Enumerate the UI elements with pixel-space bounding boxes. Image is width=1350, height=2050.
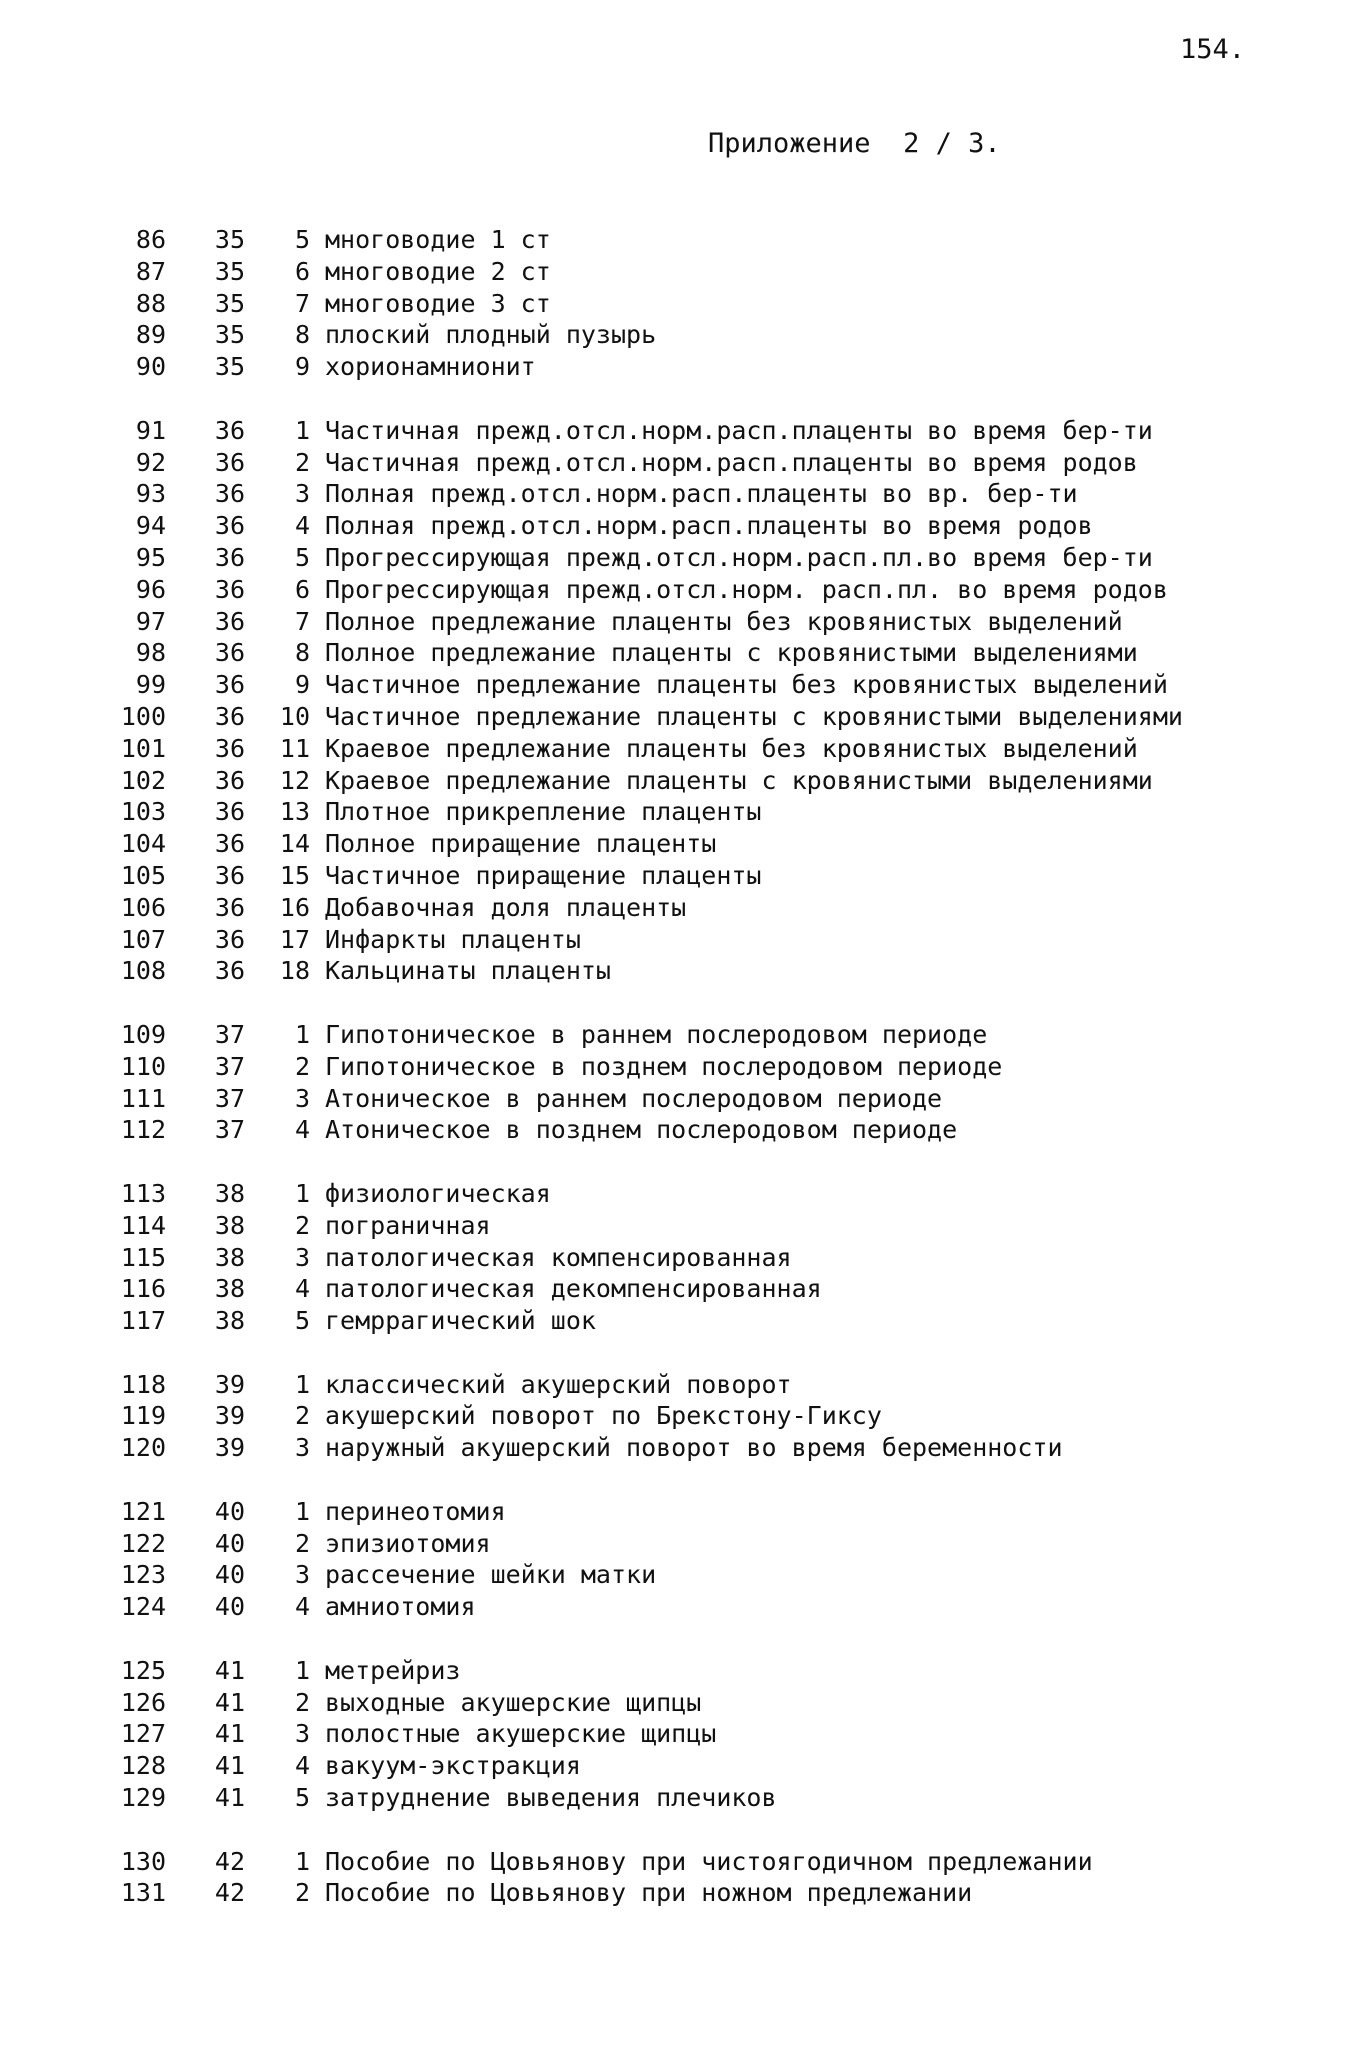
table-row [0, 1782, 1350, 1814]
item-index: 5 [294, 1306, 310, 1336]
row-number: 95 [135, 542, 166, 572]
table-row [0, 1750, 1350, 1782]
row-number: 119 [120, 1401, 166, 1431]
row-number: 122 [120, 1528, 166, 1558]
row-number: 113 [120, 1178, 166, 1208]
row-number: 102 [120, 765, 166, 795]
item-index: 5 [294, 542, 310, 572]
item-description: многоводие 1 ст [325, 225, 551, 254]
row-number: 106 [120, 892, 166, 922]
table-row [0, 828, 1350, 860]
group-code: 40 [214, 1528, 245, 1558]
group-code: 36 [214, 606, 245, 636]
item-description: Атоническое в раннем послеродовом периоде [325, 1083, 943, 1113]
group-code: 36 [214, 733, 245, 763]
item-index: 4 [294, 1115, 310, 1145]
table-row [0, 860, 1350, 892]
item-description: Прогрессирующая прежд.отсл.норм. расп.пл. во время родов [325, 574, 1168, 604]
table-row [0, 1210, 1350, 1242]
item-description: Гипотоническое в позднем послеродовом периоде [325, 1051, 1003, 1081]
item-description: патологическая декомпенсированная [325, 1274, 822, 1304]
row-number: 90 [135, 352, 166, 382]
group-code: 36 [214, 829, 245, 859]
row-number: 87 [135, 256, 166, 286]
item-description: многоводие 3 ст [325, 288, 551, 318]
row-number: 93 [135, 479, 166, 509]
item-index: 2 [294, 1687, 310, 1717]
table-row [0, 1305, 1350, 1337]
group-code: 38 [214, 1210, 245, 1240]
table-row [0, 447, 1350, 479]
group-code: 39 [214, 1433, 245, 1463]
row-number: 88 [135, 288, 166, 318]
table-row [0, 1369, 1350, 1401]
table-row [0, 288, 1350, 320]
row-number: 111 [120, 1083, 166, 1113]
item-index: 1 [294, 415, 310, 445]
group-code: 38 [214, 1178, 245, 1208]
item-index: 2 [294, 1051, 310, 1081]
row-number: 110 [120, 1051, 166, 1081]
group-code: 36 [214, 765, 245, 795]
table-row [0, 796, 1350, 828]
item-index: 13 [279, 797, 310, 827]
item-description: Прогрессирующая прежд.отсл.норм.расп.пл.во время бер-ти [325, 542, 1153, 572]
row-number: 130 [120, 1846, 166, 1876]
item-index: 8 [294, 320, 310, 350]
row-number: 112 [120, 1115, 166, 1145]
row-number: 117 [120, 1306, 166, 1336]
table-row [0, 955, 1350, 987]
row-number: 128 [120, 1751, 166, 1781]
table-row [0, 1528, 1350, 1560]
group-code: 35 [214, 256, 245, 286]
item-description: метрейриз [325, 1655, 461, 1685]
group-code: 36 [214, 860, 245, 890]
item-index: 1 [294, 1178, 310, 1208]
table-row [0, 1114, 1350, 1146]
item-description: Атоническое в позднем послеродовом периоде [325, 1115, 958, 1145]
group-spacer [0, 1337, 1350, 1369]
item-index: 17 [279, 924, 310, 954]
row-number: 125 [120, 1655, 166, 1685]
code-table [0, 224, 1350, 1909]
group-spacer [0, 987, 1350, 1019]
table-row [0, 1591, 1350, 1623]
item-description: хорионамнионит [325, 352, 536, 382]
group-spacer [0, 1623, 1350, 1655]
group-code: 40 [214, 1592, 245, 1622]
row-number: 96 [135, 574, 166, 604]
row-number: 127 [120, 1719, 166, 1749]
item-index: 15 [279, 860, 310, 890]
table-row [0, 765, 1350, 797]
table-row [0, 1242, 1350, 1274]
table-row [0, 701, 1350, 733]
item-description: рассечение шейки матки [325, 1560, 657, 1590]
group-code: 37 [214, 1115, 245, 1145]
group-code: 36 [214, 479, 245, 509]
item-index: 6 [294, 574, 310, 604]
row-number: 97 [135, 606, 166, 636]
item-index: 16 [279, 892, 310, 922]
item-index: 6 [294, 256, 310, 286]
group-code: 40 [214, 1560, 245, 1590]
group-spacer [0, 1814, 1350, 1846]
table-row [0, 1083, 1350, 1115]
item-index: 2 [294, 1878, 310, 1908]
group-code: 42 [214, 1878, 245, 1908]
group-code: 35 [214, 352, 245, 382]
item-description: Частичное предлежание плаценты без кровянистых выделений [325, 670, 1168, 700]
table-row [0, 319, 1350, 351]
table-row [0, 1273, 1350, 1305]
item-index: 10 [279, 701, 310, 731]
item-description: Частичная прежд.отсл.норм.расп.плаценты во время родов [325, 447, 1138, 477]
group-code: 36 [214, 701, 245, 731]
table-row [0, 478, 1350, 510]
item-index: 8 [294, 638, 310, 668]
group-code: 37 [214, 1051, 245, 1081]
appendix-title: Приложение 2 / 3. [708, 128, 1001, 159]
item-description: плоский плодный пузырь [325, 320, 657, 350]
row-number: 120 [120, 1433, 166, 1463]
table-row [0, 1559, 1350, 1591]
row-number: 86 [135, 225, 166, 254]
table-row [0, 256, 1350, 288]
table-row [0, 1496, 1350, 1528]
item-description: Краевое предлежание плаценты с кровянистыми выделениями [325, 765, 1153, 795]
group-code: 35 [214, 225, 245, 254]
item-index: 3 [294, 1719, 310, 1749]
item-index: 3 [294, 1242, 310, 1272]
item-index: 3 [294, 1083, 310, 1113]
group-code: 37 [214, 1083, 245, 1113]
table-row [0, 1051, 1350, 1083]
table-row [0, 1687, 1350, 1719]
table-row [0, 1718, 1350, 1750]
item-description: Кальцинаты плаценты [325, 956, 611, 986]
group-code: 35 [214, 288, 245, 318]
group-code: 42 [214, 1846, 245, 1876]
row-number: 89 [135, 320, 166, 350]
row-number: 100 [120, 701, 166, 731]
item-index: 4 [294, 1592, 310, 1622]
item-description: классический акушерский поворот [325, 1369, 792, 1399]
table-row [0, 1019, 1350, 1051]
item-index: 2 [294, 1528, 310, 1558]
table-row [0, 351, 1350, 383]
group-code: 36 [214, 956, 245, 986]
group-code: 36 [214, 670, 245, 700]
row-number: 109 [120, 1019, 166, 1049]
table-row [0, 1432, 1350, 1464]
item-index: 11 [279, 733, 310, 763]
group-spacer [0, 1464, 1350, 1496]
item-description: Добавочная доля плаценты [325, 892, 687, 922]
item-description: Частичное предлежание плаценты с кровянистыми выделениями [325, 701, 1183, 731]
table-row [0, 1178, 1350, 1210]
item-description: Пособие по Цовьянову при чистоягодичном предлежании [325, 1846, 1093, 1876]
item-description: выходные акушерские щипцы [325, 1687, 702, 1717]
row-number: 105 [120, 860, 166, 890]
item-description: многоводие 2 ст [325, 256, 551, 286]
row-number: 94 [135, 511, 166, 541]
row-number: 116 [120, 1274, 166, 1304]
item-description: Краевое предлежание плаценты без кровянистых выделений [325, 733, 1138, 763]
group-code: 36 [214, 892, 245, 922]
row-number: 114 [120, 1210, 166, 1240]
item-description: Гипотоническое в раннем послеродовом периоде [325, 1019, 988, 1049]
row-number: 118 [120, 1369, 166, 1399]
group-code: 35 [214, 320, 245, 350]
group-code: 36 [214, 542, 245, 572]
group-code: 38 [214, 1242, 245, 1272]
row-number: 129 [120, 1783, 166, 1813]
group-code: 38 [214, 1274, 245, 1304]
group-code: 36 [214, 447, 245, 477]
item-description: затруднение выведения плечиков [325, 1783, 777, 1813]
table-row [0, 1877, 1350, 1909]
item-description: гемррагический шок [325, 1306, 596, 1336]
item-description: Полная прежд.отсл.норм.расп.плаценты во вр. бер-ти [325, 479, 1078, 509]
group-code: 36 [214, 924, 245, 954]
table-row [0, 510, 1350, 542]
row-number: 121 [120, 1496, 166, 1526]
item-description: Полное предлежание плаценты с кровянистыми выделениями [325, 638, 1138, 668]
item-description: физиологическая [325, 1178, 551, 1208]
item-index: 1 [294, 1019, 310, 1049]
table-row [0, 1400, 1350, 1432]
row-number: 91 [135, 415, 166, 445]
item-index: 7 [294, 288, 310, 318]
item-description: амниотомия [325, 1592, 476, 1622]
group-code: 41 [214, 1719, 245, 1749]
item-index: 9 [294, 352, 310, 382]
item-index: 3 [294, 1560, 310, 1590]
group-code: 37 [214, 1019, 245, 1049]
group-spacer [0, 1146, 1350, 1178]
item-description: Инфаркты плаценты [325, 924, 581, 954]
table-row [0, 1655, 1350, 1687]
table-row [0, 637, 1350, 669]
item-description: патологическая компенсированная [325, 1242, 792, 1272]
item-index: 1 [294, 1655, 310, 1685]
item-index: 4 [294, 1274, 310, 1304]
item-description: перинеотомия [325, 1496, 506, 1526]
row-number: 98 [135, 638, 166, 668]
row-number: 99 [135, 670, 166, 700]
group-code: 36 [214, 511, 245, 541]
item-index: 12 [279, 765, 310, 795]
group-spacer [0, 383, 1350, 415]
row-number: 108 [120, 956, 166, 986]
table-row [0, 574, 1350, 606]
table-row [0, 669, 1350, 701]
group-code: 36 [214, 574, 245, 604]
group-code: 36 [214, 415, 245, 445]
page-number: 154. [1180, 34, 1246, 65]
row-number: 107 [120, 924, 166, 954]
item-index: 1 [294, 1496, 310, 1526]
group-code: 41 [214, 1783, 245, 1813]
item-description: Полное приращение плаценты [325, 829, 717, 859]
item-description: акушерский поворот по Брекстону-Гиксу [325, 1401, 882, 1431]
group-code: 41 [214, 1751, 245, 1781]
row-number: 115 [120, 1242, 166, 1272]
item-description: Частичная прежд.отсл.норм.расп.плаценты во время бер-ти [325, 415, 1153, 445]
group-code: 39 [214, 1401, 245, 1431]
item-description: эпизиотомия [325, 1528, 491, 1558]
item-index: 9 [294, 670, 310, 700]
item-description: пограничная [325, 1210, 491, 1240]
table-row [0, 733, 1350, 765]
item-description: вакуум-экстракция [325, 1751, 581, 1781]
item-index: 2 [294, 447, 310, 477]
group-code: 38 [214, 1306, 245, 1336]
table-row [0, 606, 1350, 638]
item-index: 2 [294, 1401, 310, 1431]
group-code: 40 [214, 1496, 245, 1526]
row-number: 101 [120, 733, 166, 763]
row-number: 131 [120, 1878, 166, 1908]
group-code: 41 [214, 1655, 245, 1685]
group-code: 39 [214, 1369, 245, 1399]
item-index: 18 [279, 956, 310, 986]
table-row [0, 415, 1350, 447]
item-index: 2 [294, 1210, 310, 1240]
item-index: 4 [294, 511, 310, 541]
table-row [0, 542, 1350, 574]
item-index: 3 [294, 1433, 310, 1463]
item-description: Пособие по Цовьянову при ножном предлежании [325, 1878, 973, 1908]
row-number: 123 [120, 1560, 166, 1590]
row-number: 126 [120, 1687, 166, 1717]
row-number: 92 [135, 447, 166, 477]
item-index: 1 [294, 1369, 310, 1399]
table-row [0, 224, 1350, 256]
item-index: 5 [294, 1783, 310, 1813]
group-code: 36 [214, 797, 245, 827]
item-index: 1 [294, 1846, 310, 1876]
table-row [0, 892, 1350, 924]
item-description: Частичное приращение плаценты [325, 860, 762, 890]
item-index: 4 [294, 1751, 310, 1781]
group-code: 36 [214, 638, 245, 668]
item-description: Полное предлежание плаценты без кровянистых выделений [325, 606, 1123, 636]
item-description: Полная прежд.отсл.норм.расп.плаценты во время родов [325, 511, 1093, 541]
item-index: 3 [294, 479, 310, 509]
table-row [0, 1846, 1350, 1878]
item-description: наружный акушерский поворот во время беременности [325, 1433, 1063, 1463]
item-index: 7 [294, 606, 310, 636]
item-description: полостные акушерские щипцы [325, 1719, 717, 1749]
group-code: 41 [214, 1687, 245, 1717]
item-description: Плотное прикрепление плаценты [325, 797, 762, 827]
row-number: 103 [120, 797, 166, 827]
row-number: 104 [120, 829, 166, 859]
table-row [0, 924, 1350, 956]
item-index: 14 [279, 829, 310, 859]
item-index: 5 [294, 225, 310, 254]
row-number: 124 [120, 1592, 166, 1622]
